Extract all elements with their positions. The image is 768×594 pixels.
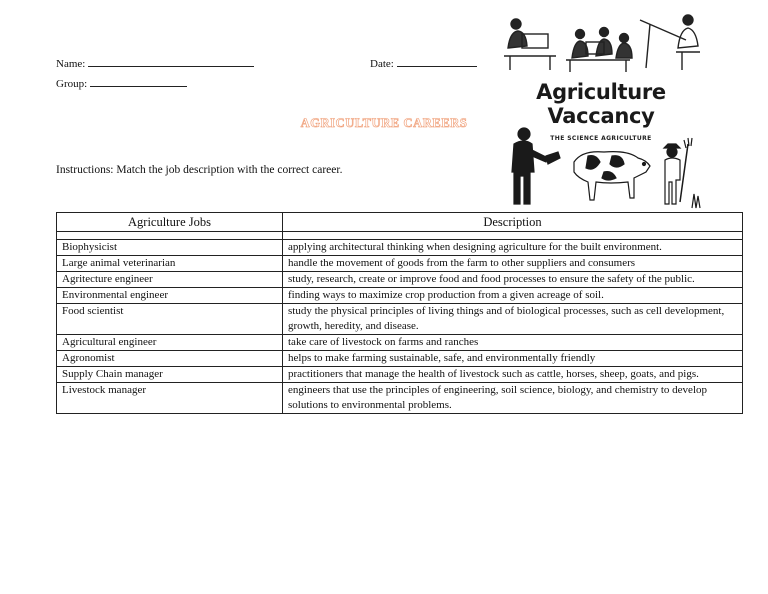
description-cell: study, research, create or improve food and food processes to ensure the safety of the public. [283, 272, 743, 288]
careers-table [56, 212, 743, 414]
instructions-text: Instructions: Match the job description with the correct career. [56, 164, 343, 176]
group-label: Group: [56, 78, 88, 90]
description-cell: finding ways to maximize crop production from a given acreage of soil. [283, 288, 743, 304]
table-row [57, 351, 743, 367]
table-row [57, 240, 743, 256]
job-cell: Large animal veterinarian [57, 256, 283, 272]
description-cell: take care of livestock on farms and ranches [283, 335, 743, 351]
date-field[interactable] [370, 56, 477, 70]
description-cell: applying architectural thinking when designing agriculture for the built environment. [283, 240, 743, 256]
job-cell: Livestock manager [57, 383, 283, 414]
page-title: AGRICULTURE CAREERS [300, 116, 468, 130]
job-cell: Biophysicist [57, 240, 283, 256]
header-agriculture-jobs: Agriculture Jobs [57, 213, 283, 232]
office-workers-illustration [504, 15, 700, 72]
table-row [57, 335, 743, 351]
header-description: Description [283, 213, 743, 232]
table-row [57, 367, 743, 383]
logo-title-line2: Vaccancy [547, 104, 655, 128]
group-field[interactable] [56, 76, 187, 90]
group-blank-line[interactable] [90, 76, 187, 87]
description-cell: study the physical principles of living things and of biological processes, such as cell development, growth, heredity, and disease. [283, 304, 743, 335]
name-label: Name: [56, 58, 86, 70]
spacer-cell [283, 232, 743, 240]
table-header-row [57, 213, 743, 232]
table-row [57, 288, 743, 304]
logo-subtitle: THE SCIENCE AGRICULTURE [550, 135, 652, 142]
description-cell: handle the movement of goods from the farm to other suppliers and consumers [283, 256, 743, 272]
description-cell: practitioners that manage the health of livestock such as cattle, horses, sheep, goats, and pigs. [283, 367, 743, 383]
job-cell: Agronomist [57, 351, 283, 367]
table-row [57, 272, 743, 288]
job-cell: Agricultural engineer [57, 335, 283, 351]
spacer-cell [57, 232, 283, 240]
job-cell: Environmental engineer [57, 288, 283, 304]
name-field[interactable] [56, 56, 254, 70]
date-label: Date: [370, 58, 394, 70]
name-blank-line[interactable] [88, 56, 254, 67]
table-row [57, 304, 743, 335]
job-cell: Supply Chain manager [57, 367, 283, 383]
table-row [57, 256, 743, 272]
job-cell: Food scientist [57, 304, 283, 335]
job-cell: Agritecture engineer [57, 272, 283, 288]
spacer-row [57, 232, 743, 240]
table-row [57, 383, 743, 414]
date-blank-line[interactable] [397, 56, 477, 67]
description-cell: helps to make farming sustainable, safe, and environmentally friendly [283, 351, 743, 367]
description-cell: engineers that use the principles of engineering, soil science, biology, and chemistry to develop solutions to environmental problems. [283, 383, 743, 414]
logo-title-line1: Agriculture [536, 80, 666, 104]
